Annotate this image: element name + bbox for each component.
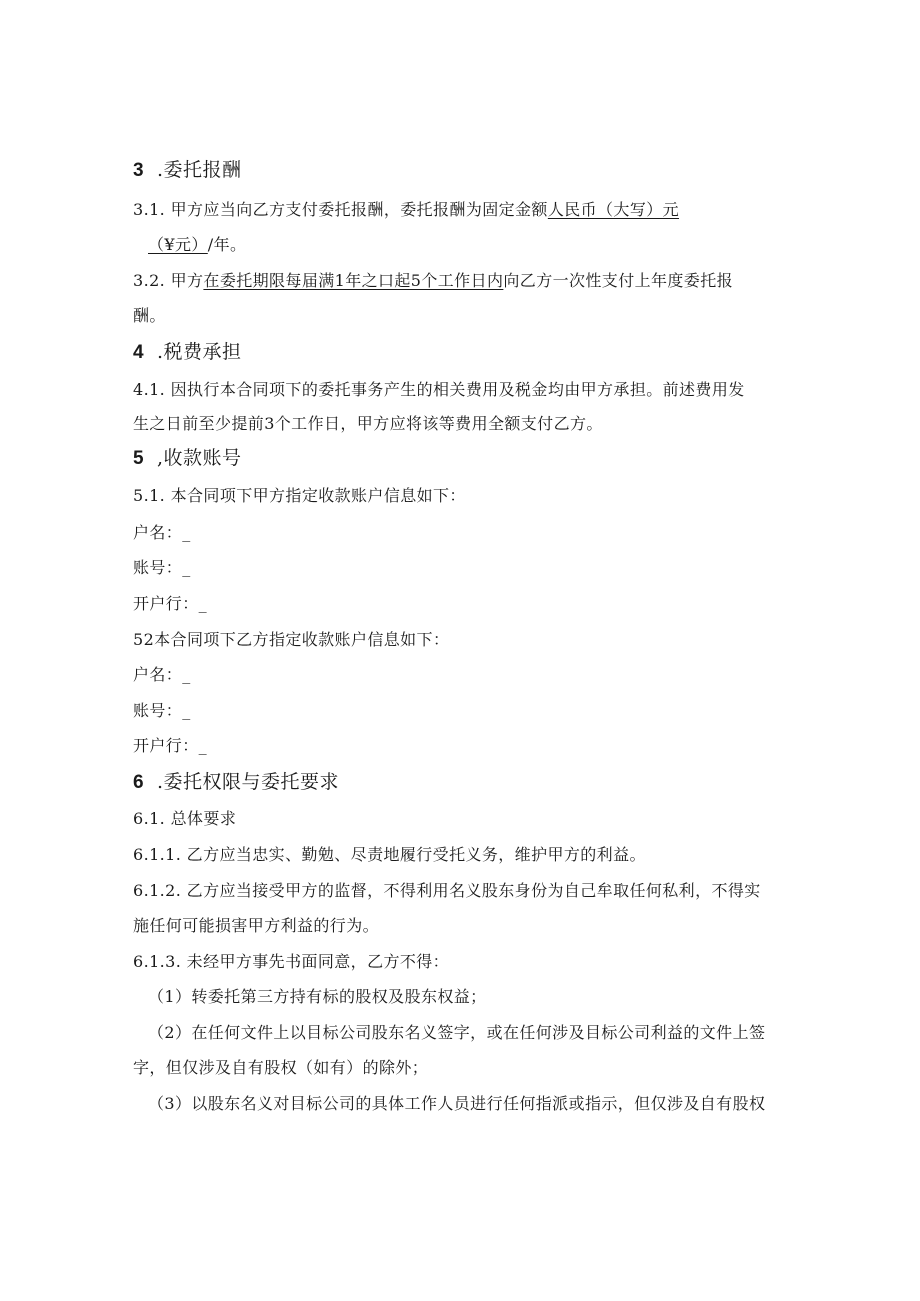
section-title: .税费承担 — [157, 341, 242, 363]
clause-6-1-2: 6.1.2. 乙方应当接受甲方的监督，不得利用名义股东身份为自己牟取任何私利，不得实 — [133, 881, 761, 900]
clause-text: 3.2. 甲方 — [133, 271, 204, 290]
fill-in-deadline: 在委托期限每届满1年之口起5个工作日内 — [203, 271, 504, 290]
list-item-1: （1）转委托第三方持有标的股权及股东权益； — [148, 987, 487, 1006]
section-number: 6 — [133, 772, 145, 793]
party-a-bank: 开户行：_ — [133, 594, 208, 613]
party-b-account-name: 户名：_ — [133, 665, 191, 684]
clause-4-1-continued: 生之日前至少提前3个工作日，甲方应将该等费用全额支付乙方。 — [133, 414, 603, 433]
clause-3-1-continued — [148, 235, 246, 255]
fill-in-amount: 人民币（大写）元 — [547, 200, 680, 219]
clause-6-1-1: 6.1.1. 乙方应当忠实、勤勉、尽责地履行受托义务，维护甲方的利益。 — [133, 845, 646, 864]
clause-text: 3.1. 甲方应当向乙方支付委托报酬，委托报酬为固定金额 — [133, 200, 548, 219]
list-item-3: （3）以股东名义对目标公司的具体工作人员进行任何指派或指示，但仅涉及自有股权 — [148, 1094, 766, 1113]
clause-6-1-2-continued: 施任何可能损害甲方利益的行为。 — [133, 916, 380, 935]
section-5-heading — [133, 446, 242, 471]
party-b-account-number: 账号：_ — [133, 701, 191, 720]
party-b-bank: 开户行：_ — [133, 736, 208, 755]
list-item-2-continued: 字，但仅涉及自有股权（如有）的除外； — [133, 1058, 429, 1077]
section-title: .委托权限与委托要求 — [157, 771, 340, 793]
clause-6-1-3: 6.1.3. 未经甲方事先书面同意，乙方不得： — [133, 952, 450, 971]
clause-6-1: 6.1. 总体要求 — [133, 809, 237, 828]
clause-3-2 — [133, 271, 733, 291]
section-title: .委托报酬 — [157, 159, 242, 181]
section-6-heading — [133, 770, 339, 795]
section-number: 3 — [133, 160, 145, 181]
section-number: 5 — [133, 448, 145, 469]
clause-3-1 — [133, 200, 679, 220]
clause-5-2: 52本合同项下乙方指定收款账户信息如下： — [133, 630, 450, 649]
section-number: 4 — [133, 342, 145, 363]
clause-4-1: 4.1. 因执行本合同项下的委托事务产生的相关费用及税金均由甲方承担。前述费用发 — [133, 380, 745, 399]
clause-text: 向乙方一次性支付上年度委托报 — [503, 271, 733, 290]
section-title: ,收款账号 — [157, 447, 242, 469]
clause-text: /年。 — [207, 235, 247, 254]
party-a-account-number: 账号：_ — [133, 558, 191, 577]
clause-5-1: 5.1. 本合同项下甲方指定收款账户信息如下： — [133, 486, 466, 505]
fill-in-amount-figures: （¥元） — [148, 235, 208, 254]
section-4-heading — [133, 340, 242, 365]
party-a-account-name: 户名：_ — [133, 523, 191, 542]
list-item-2: （2）在任何文件上以目标公司股东名义签字，或在任何涉及目标公司利益的文件上签 — [148, 1023, 766, 1042]
section-3-heading — [133, 158, 242, 183]
clause-3-2-continued: 酬。 — [133, 306, 166, 325]
